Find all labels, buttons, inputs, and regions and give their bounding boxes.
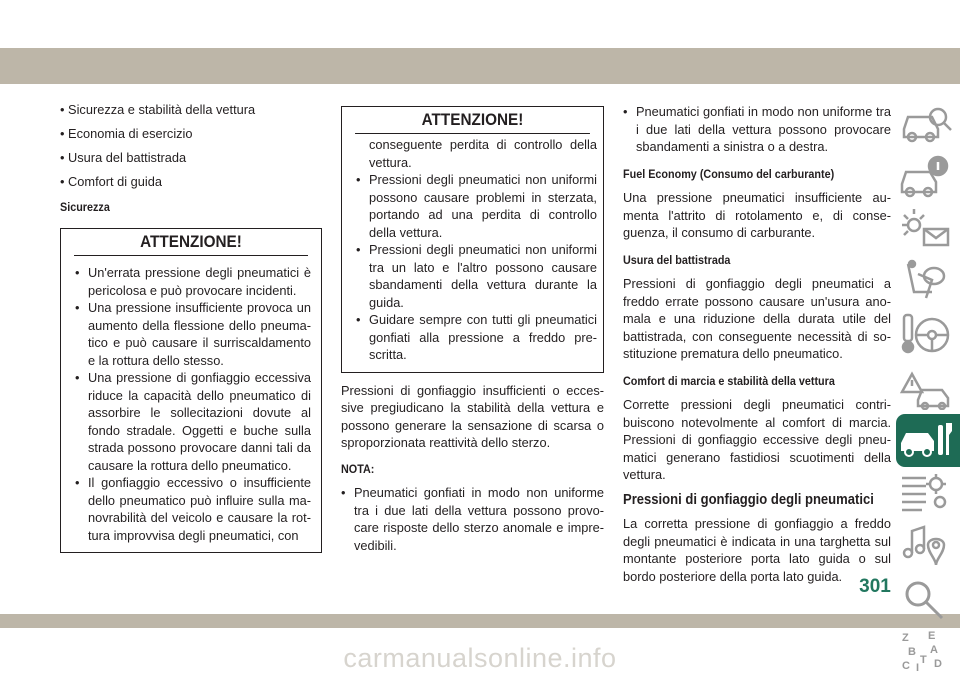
tab-airbag-seat[interactable] [896,255,960,308]
index-letter: E [928,630,936,642]
steering-icon [898,311,956,357]
tab-car-search[interactable] [896,96,960,149]
heading-inflation-pressure: Pressioni di gonfiaggio degli pneumatici [623,491,874,508]
paragraph-inflation: La corretta pressione di gonfiaggio a freddo degli pneumatici è indicata in una targhetta sul montante posteriore porta lato guida o sul bordo posteriore della porta lato guida. [623,516,891,584]
top-band [0,48,960,84]
warning-list [356,171,597,364]
bottom-band [0,614,960,628]
car-info-icon [898,152,956,198]
index-letter: D [934,658,942,670]
heading-fuel-economy: Fuel Economy (Consumo del carburante) [623,166,835,181]
media-icon [898,523,956,569]
paragraph-comfort: Corrette pressioni degli pneumatici contribuiscono notevolmente al comfort di marcia. Pressioni di gonfiaggio eccessive degli pneumatici generano fastidiosi scuotimenti della vettura. [623,397,891,482]
warning-item: • Un'errata pressione degli pneumatici è pericolosa e può provocare incidenti. [75,264,311,299]
tab-specifications[interactable] [896,467,960,520]
bullet-item: • Pneumatici gonfiati in modo non uniforme tra i due lati della vettura possono provocare sbandamenti a sinistra o a destra. [623,103,891,156]
warning-item: • Pressioni degli pneumatici non uniformi possono causare problemi in sterzata, portando ad una perdita di controllo della vettura. [356,171,597,241]
warning-body [342,134,603,372]
lights-mail-icon [898,205,956,251]
chapter-sidebar [896,96,960,679]
car-wrench-icon [898,417,956,463]
tab-hazard-car[interactable] [896,361,960,414]
tab-multimedia[interactable] [896,520,960,573]
intro-bullet: • Sicurezza e stabilità della vettura [60,102,256,117]
paragraph-wear: Pressioni di gonfiaggio degli pneumatici a freddo errate possono causare un'usura anomala e una riduzione della durata utile del battistrada, con conseguente necessità di sostituzione prematura dello pneumatico. [623,276,891,361]
intro-bullet: • Usura del battistrada [60,150,187,165]
warning-item: • Guidare sempre con tutti gli pneumatici gonfiati alla pressione a freddo prescritta. [356,311,597,364]
tab-car-info[interactable] [896,149,960,202]
warning-title: ATTENZIONE! [355,107,590,134]
index-letter: C [902,660,910,672]
watermark: carmanualsonline.info [343,643,617,673]
nota-item: • Pneumatici gonfiati in modo non uniforme tra i due lati della vettura possono provocare risposte dello sterzo anomale e imprevedibili. [341,484,604,554]
index-letter: B [908,646,916,658]
tab-search[interactable] [896,573,960,626]
page-number: 301 [859,576,891,597]
paragraph-fuel: Una pressione pneumatici insufficiente aumenta l'attrito di rotolamento e, di conseguenza, il consumo di carburante. [623,190,891,240]
index-letter: A [930,644,938,656]
car-search-icon [898,99,956,145]
heading-comfort: Comfort di marcia e stabilità della vettura [623,373,835,388]
intro-bullet: • Economia di esercizio [60,126,193,141]
column-2 [341,106,604,554]
airbag-seat-icon [898,258,956,304]
warning-item: • Una pressione di gonfiaggio eccessiva riduce la capacità dello pneumatico di assorbire le sollecitazioni dovute al fondo stradale. Oggetti e buche sulla strada possono provocare danni tali da causare la rottura dello pneumatico. [75,369,311,474]
warning-box-1 [60,228,322,553]
warning-item: • Pressioni degli pneumatici non uniformi tra un lato e l'altro possono causare sbandamenti della vettura durante la guida. [356,241,597,311]
nota-label: NOTA: [341,461,375,476]
tab-car-maintenance[interactable] [896,414,960,467]
search-icon [898,576,956,622]
tab-steering[interactable] [896,308,960,361]
intro-bullet: • Comfort di guida [60,174,162,189]
warning-box-2 [341,106,604,373]
column-3 [623,103,891,585]
column-1 [60,101,322,553]
index-letter: I [916,662,920,674]
heading-tread-wear: Usura del battistrada [623,252,731,267]
paragraph-stability: Pressioni di gonfiaggio insufficienti o eccessive pregiudicano la stabilità della vettura e possono generare la sensazione di scarsa o sproporzionata reattività dello sterzo. [341,382,604,450]
section-heading-sicurezza: Sicurezza [60,199,110,214]
warning-item: • Il gonfiaggio eccessivo o insufficiente dello pneumatico può influire sulla manovrabilità del veicolo e causare la rottura improvvisa degli pneumatici, con [75,474,311,544]
hazard-car-icon [898,364,956,410]
warning-continuation: conseguente perdita di controllo della vettura. [369,137,597,170]
index-letter: Z [902,632,909,644]
tab-lights-mail[interactable] [896,202,960,255]
list-gear-icon [898,470,956,516]
warning-title: ATTENZIONE! [74,229,308,256]
warning-item: • Una pressione insufficiente provoca un aumento della flessione dello pneumatico e può causare il surriscaldamento e la rottura dello stesso. [75,299,311,369]
warning-list [61,256,321,552]
index-letter: T [920,654,927,666]
